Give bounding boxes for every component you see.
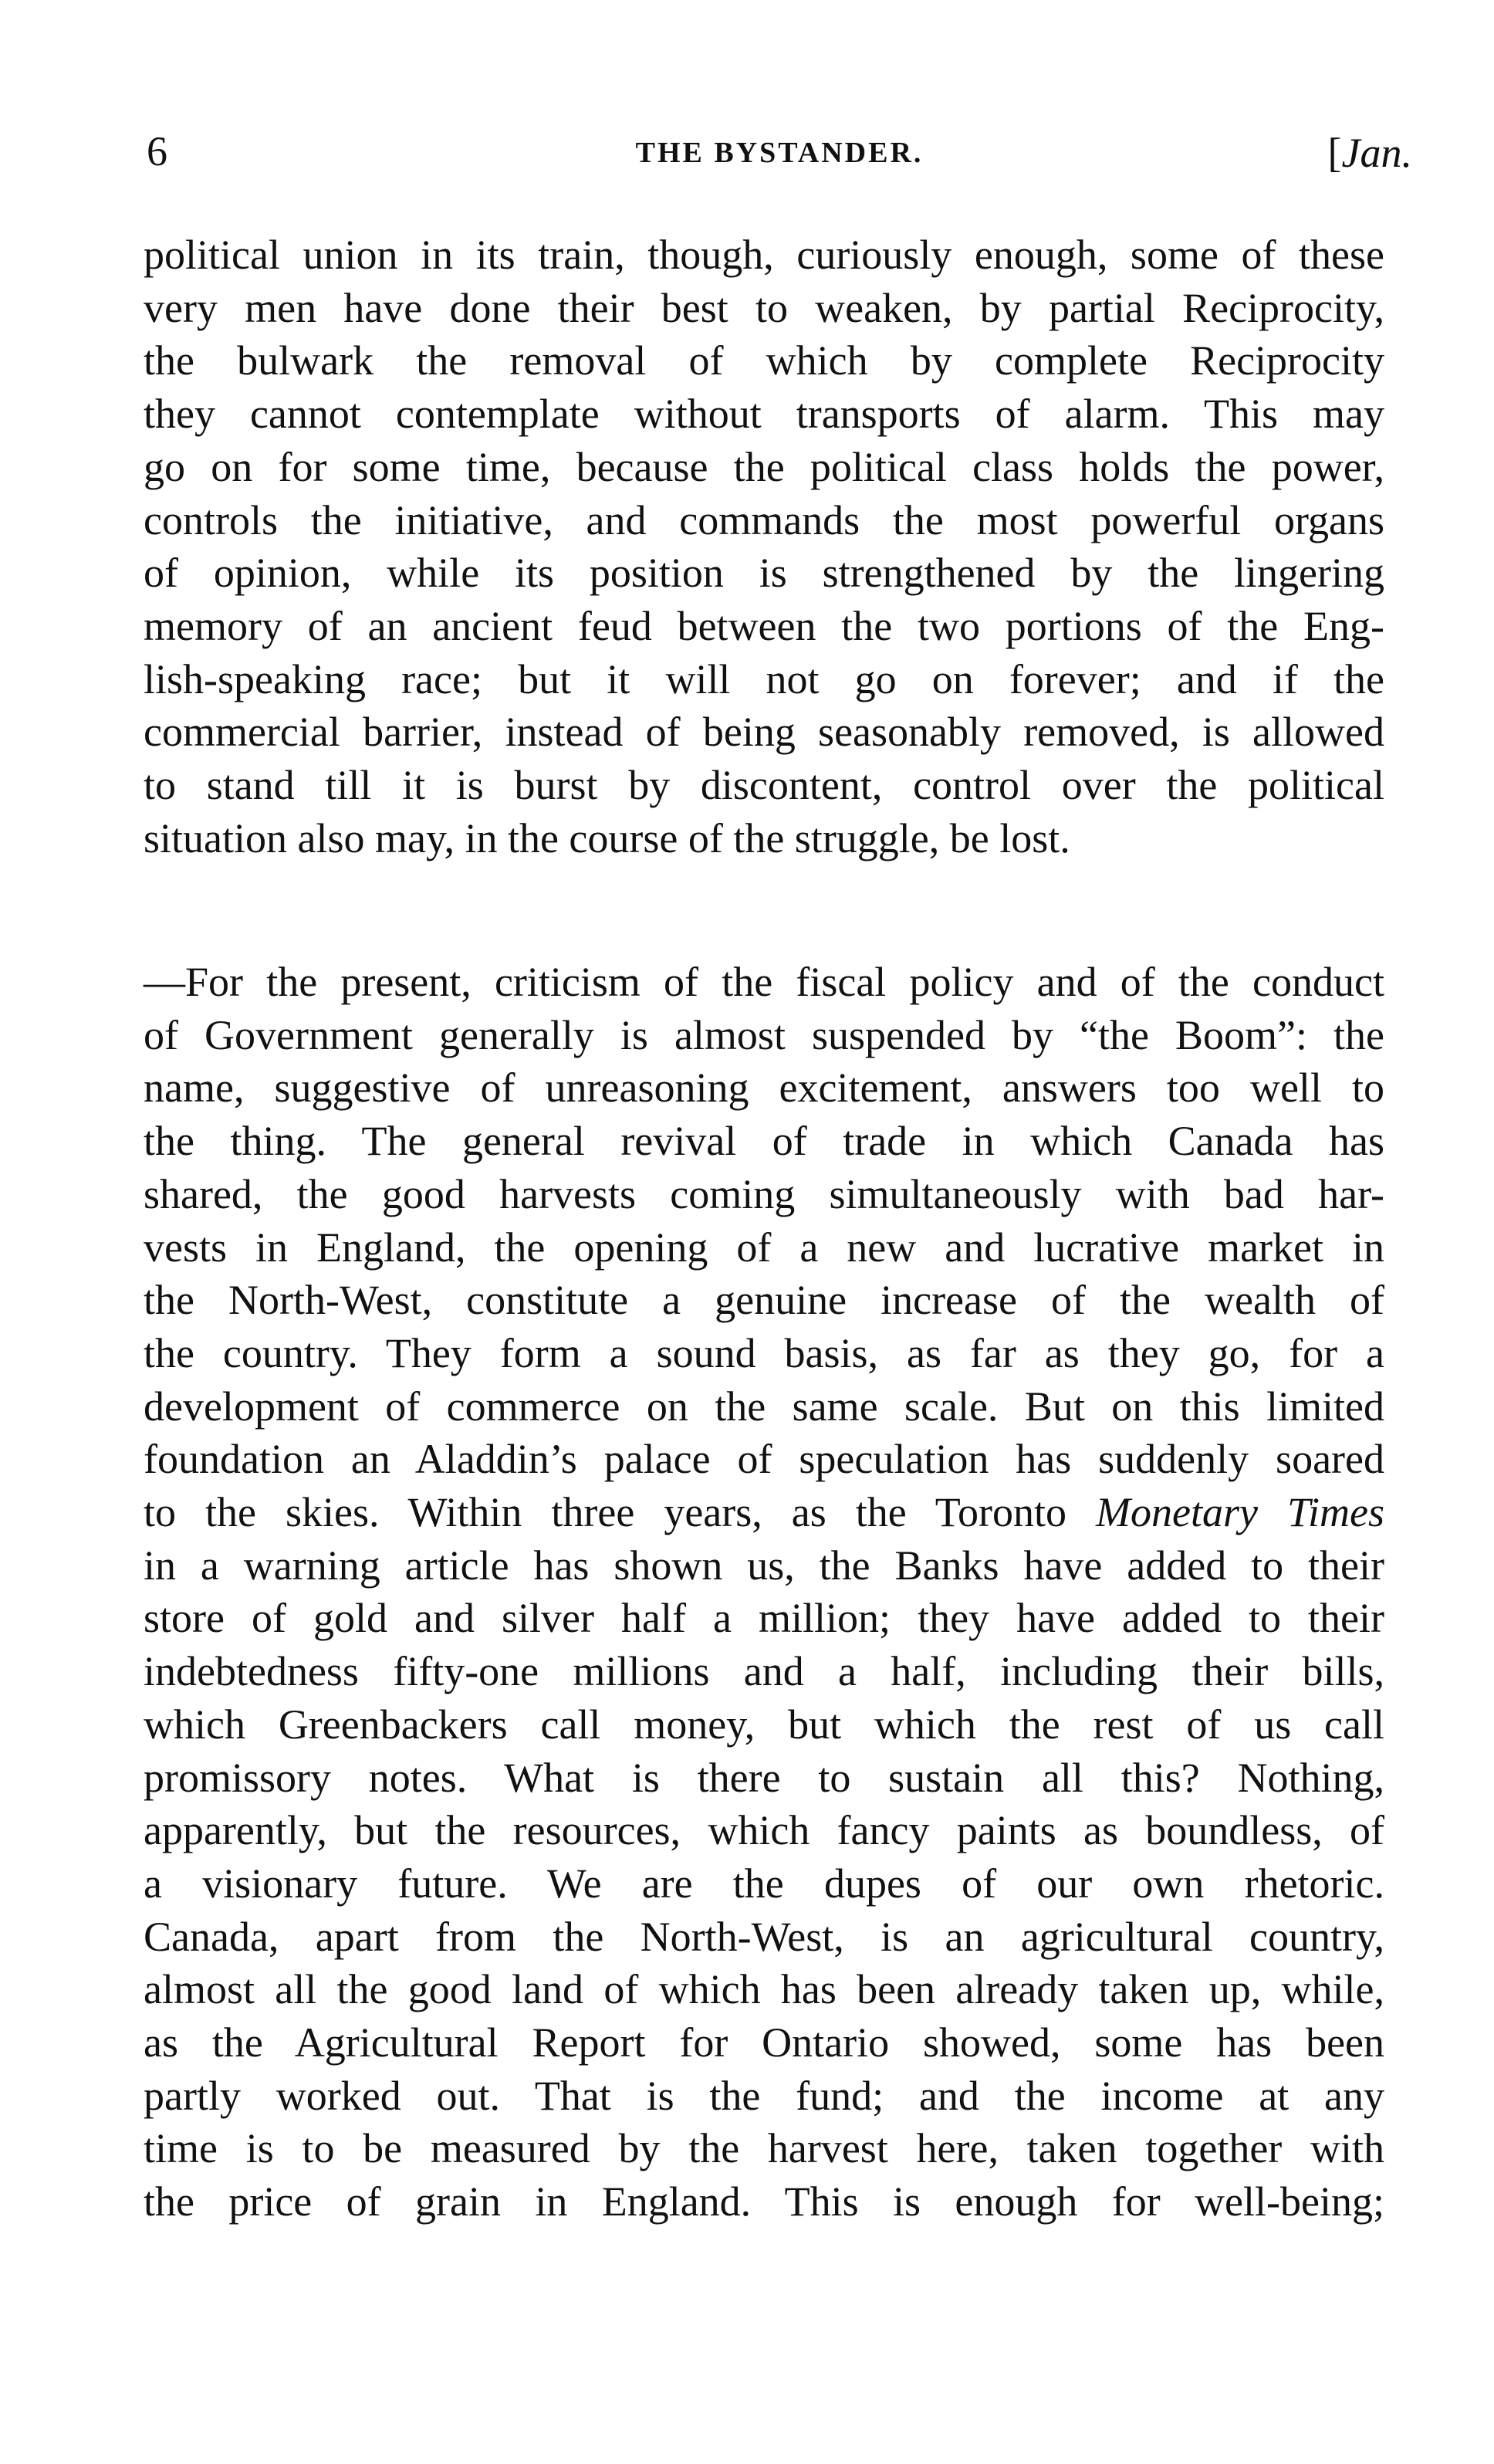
publication-title: Monetary Times (1096, 1489, 1385, 1536)
text-line: which Greenbackers call money, but which the rest of us call (144, 1701, 1384, 1748)
text-line: as the Agricultural Report for Ontario showed, some has been (144, 2019, 1384, 2066)
running-date-month: Jan. (1341, 130, 1412, 176)
running-date-bracket: [ (1327, 130, 1342, 176)
text-line: foundation an Aladdin’s palace of speculation has suddenly soared (144, 1436, 1384, 1483)
text-line: a visionary future. We are the dupes of our own rhetoric. (144, 1860, 1384, 1907)
text-line: of Government generally is almost suspended by “the Boom”: the (144, 1011, 1384, 1058)
text-line: go on for some time, because the political class holds the power, (144, 443, 1384, 490)
text-line: Canada, apart from the North-West, is an agricultural country, (144, 1913, 1384, 1960)
text-line: the country. They form a sound basis, as far as they go, for a (144, 1329, 1384, 1376)
text-line: in a warning article has shown us, the Banks have added to their (144, 1542, 1384, 1589)
text-line: situation also may, in the course of the struggle, be lost. (144, 814, 1070, 861)
paragraph-continuation (144, 228, 1384, 865)
text-line: of opinion, while its position is strengthened by the lingering (144, 550, 1384, 597)
text-line: the North-West, constitute a genuine increase of the wealth of (144, 1277, 1384, 1324)
text-line: apparently, but the resources, which fancy paints as boundless, of (144, 1807, 1384, 1854)
text-line: development of commerce on the same scale. But on this limited (144, 1383, 1384, 1430)
text-line: commercial barrier, instead of being seasonably removed, is allowed (144, 709, 1384, 756)
text-line: the thing. The general revival of trade in which Canada has (144, 1118, 1384, 1165)
text-line-with-italic (144, 1486, 1384, 1539)
text-line: the bulwark the removal of which by complete Reciprocity (144, 337, 1384, 384)
page-number: 6 (147, 128, 167, 174)
text-line: name, suggestive of unreasoning excitement, answers too well to (144, 1064, 1384, 1112)
text-line: controls the initiative, and commands the most powerful organs (144, 496, 1384, 543)
text-line: memory of an ancient feud between the two portions of the Eng- (144, 602, 1384, 649)
text-line: promissory notes. What is there to sustain all this? Nothing, (144, 1754, 1384, 1801)
paragraph-boom (144, 956, 1384, 2229)
running-title: THE BYSTANDER. (635, 137, 924, 169)
text-line: —For the present, criticism of the fiscal policy and of the conduct (144, 959, 1384, 1005)
text-line: they cannot contemplate without transports of alarm. This may (144, 391, 1384, 438)
text-line: shared, the good harvests coming simultaneously with bad har- (144, 1170, 1384, 1217)
running-header (147, 124, 1412, 185)
text-line: partly worked out. That is the fund; and the income at any (144, 2072, 1384, 2119)
text-line: political union in its train, though, curiously enough, some of these (144, 232, 1384, 278)
text-line: the price of grain in England. This is enough for well-being; (144, 2178, 1384, 2225)
running-date (1328, 125, 1412, 181)
text-line-segment: to the skies. Within three years, as the Toronto (144, 1489, 1066, 1536)
text-line: vests in England, the opening of a new and lucrative market in (144, 1224, 1384, 1271)
text-line: lish-speaking race; but it will not go on forever; and if the (144, 655, 1384, 702)
text-line: time is to be measured by the harvest here, taken together with (144, 2125, 1384, 2172)
text-line: almost all the good land of which has been already taken up, while, (144, 1966, 1384, 2013)
text-line: to stand till it is burst by discontent, control over the political (144, 762, 1384, 809)
text-line: indebtedness fifty-one millions and a half, including their bills, (144, 1648, 1384, 1695)
text-line: very men have done their best to weaken, by partial Reciprocity, (144, 284, 1384, 331)
text-line: store of gold and silver half a million; they have added to their (144, 1595, 1384, 1642)
